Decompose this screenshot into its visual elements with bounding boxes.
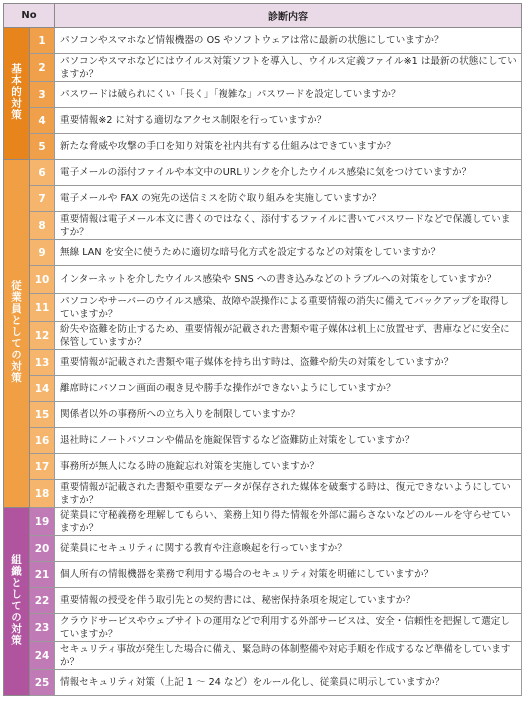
category-label: 組織としての対策 bbox=[10, 554, 22, 646]
question-text: 退社時にノートパソコンや備品を施錠保管するなど盗難防止対策をしていますか？ bbox=[55, 428, 522, 454]
table-row bbox=[4, 350, 522, 376]
table-row bbox=[4, 536, 522, 562]
question-text: 離席時にパソコン画面の覗き見や勝手な操作ができないようにしていますか？ bbox=[55, 376, 522, 402]
table-row bbox=[4, 108, 522, 134]
row-number: 19 bbox=[30, 508, 55, 536]
row-number: 22 bbox=[30, 588, 55, 614]
table-row bbox=[4, 266, 522, 294]
category-label: 従業員としての対策 bbox=[10, 280, 22, 384]
question-text: 重要情報は電子メール本文に書くのではなく、添付するファイルに書いてパスワードなどで保護していますか？ bbox=[55, 212, 522, 240]
row-number: 20 bbox=[30, 536, 55, 562]
table-body bbox=[4, 28, 522, 696]
question-text: パソコンやスマホなど情報機器の OS やソフトウェアは常に最新の状態にしていますか？ bbox=[55, 28, 522, 54]
row-number: 16 bbox=[30, 428, 55, 454]
row-number: 6 bbox=[30, 160, 55, 186]
table-row bbox=[4, 322, 522, 350]
row-number: 18 bbox=[30, 480, 55, 508]
row-number: 23 bbox=[30, 614, 55, 642]
question-text: 個人所有の情報機器を業務で利用する場合のセキュリティ対策を明確にしていますか？ bbox=[55, 562, 522, 588]
question-text: 重要情報※2 に対する適切なアクセス制限を行っていますか？ bbox=[55, 108, 522, 134]
row-number: 14 bbox=[30, 376, 55, 402]
row-number: 5 bbox=[30, 134, 55, 160]
table-row bbox=[4, 642, 522, 670]
question-text: 情報セキュリティ対策（上記 1 ～ 24 など）をルール化し、従業員に明示していますか？ bbox=[55, 670, 522, 696]
row-number: 3 bbox=[30, 82, 55, 108]
question-text: パスワードは破られにくい「長く」「複雑な」パスワードを設定していますか？ bbox=[55, 82, 522, 108]
row-number: 11 bbox=[30, 294, 55, 322]
question-text: 事務所が無人になる時の施錠忘れ対策を実施していますか？ bbox=[55, 454, 522, 480]
row-number: 1 bbox=[30, 28, 55, 54]
question-text: 重要情報が記載された書類や電子媒体を持ち出す時は、盗難や紛失の対策をしていますか？ bbox=[55, 350, 522, 376]
category-label: 基本的対策 bbox=[10, 63, 22, 121]
row-number: 8 bbox=[30, 212, 55, 240]
question-text: パソコンやサーバーのウイルス感染、故障や誤操作による重要情報の消失に備えてバックアップを取得していますか？ bbox=[55, 294, 522, 322]
row-number: 17 bbox=[30, 454, 55, 480]
table-row bbox=[4, 454, 522, 480]
table-row bbox=[4, 186, 522, 212]
table-row bbox=[4, 428, 522, 454]
table-row bbox=[4, 54, 522, 82]
table-row bbox=[4, 28, 522, 54]
row-number: 25 bbox=[30, 670, 55, 696]
table-row bbox=[4, 240, 522, 266]
question-text: 無線 LAN を安全に使うために適切な暗号化方式を設定するなどの対策をしていますか？ bbox=[55, 240, 522, 266]
question-text: インターネットを介したウイルス感染や SNS への書き込みなどのトラブルへの対策をしていますか？ bbox=[55, 266, 522, 294]
table-row bbox=[4, 402, 522, 428]
question-text: 重要情報が記載された書類や重要なデータが保存された媒体を破棄する時は、復元できないようにしていますか？ bbox=[55, 480, 522, 508]
table-row bbox=[4, 670, 522, 696]
table-row bbox=[4, 562, 522, 588]
row-number: 7 bbox=[30, 186, 55, 212]
table-row bbox=[4, 614, 522, 642]
table-row bbox=[4, 480, 522, 508]
row-number: 9 bbox=[30, 240, 55, 266]
row-number: 2 bbox=[30, 54, 55, 82]
table-row bbox=[4, 508, 522, 536]
table-row bbox=[4, 160, 522, 186]
question-text: セキュリティ事故が発生した場合に備え、緊急時の体制整備や対応手順を作成するなど準備をしていますか？ bbox=[55, 642, 522, 670]
table-row bbox=[4, 212, 522, 240]
question-text: クラウドサービスやウェブサイトの運用などで利用する外部サービスは、安全・信頼性を把握して選定していますか？ bbox=[55, 614, 522, 642]
row-number: 24 bbox=[30, 642, 55, 670]
row-number: 12 bbox=[30, 322, 55, 350]
table-row bbox=[4, 294, 522, 322]
table-row bbox=[4, 376, 522, 402]
question-text: 電子メールの添付ファイルや本文中のURLリンクを介したウイルス感染に気をつけていますか？ bbox=[55, 160, 522, 186]
question-text: 紛失や盗難を防止するため、重要情報が記載された書類や電子媒体は机上に放置せず、書庫などに安全に保管していますか？ bbox=[55, 322, 522, 350]
row-number: 13 bbox=[30, 350, 55, 376]
row-number: 4 bbox=[30, 108, 55, 134]
row-number: 21 bbox=[30, 562, 55, 588]
table-row bbox=[4, 134, 522, 160]
category-cell bbox=[4, 160, 30, 508]
question-text: 新たな脅威や攻撃の手口を知り対策を社内共有する仕組みはできていますか？ bbox=[55, 134, 522, 160]
header-content: 診断内容 bbox=[55, 4, 522, 28]
header-no: No bbox=[4, 4, 55, 28]
row-number: 10 bbox=[30, 266, 55, 294]
row-number: 15 bbox=[30, 402, 55, 428]
category-cell bbox=[4, 28, 30, 160]
security-checklist-table bbox=[3, 3, 522, 696]
question-text: パソコンやスマホなどにはウイルス対策ソフトを導入し、ウイルス定義ファイル※1 は最新の状態にしていますか？ bbox=[55, 54, 522, 82]
table-row bbox=[4, 588, 522, 614]
question-text: 関係者以外の事務所への立ち入りを制限していますか？ bbox=[55, 402, 522, 428]
question-text: 従業員にセキュリティに関する教育や注意喚起を行っていますか？ bbox=[55, 536, 522, 562]
table-header-row bbox=[4, 4, 522, 28]
table-row bbox=[4, 82, 522, 108]
question-text: 電子メールや FAX の宛先の送信ミスを防ぐ取り組みを実施していますか？ bbox=[55, 186, 522, 212]
category-cell bbox=[4, 508, 30, 696]
question-text: 重要情報の授受を伴う取引先との契約書には、秘密保持条項を規定していますか？ bbox=[55, 588, 522, 614]
question-text: 従業員に守秘義務を理解してもらい、業務上知り得た情報を外部に漏らさないなどのルールを守らせていますか？ bbox=[55, 508, 522, 536]
checklist-container bbox=[3, 3, 521, 696]
